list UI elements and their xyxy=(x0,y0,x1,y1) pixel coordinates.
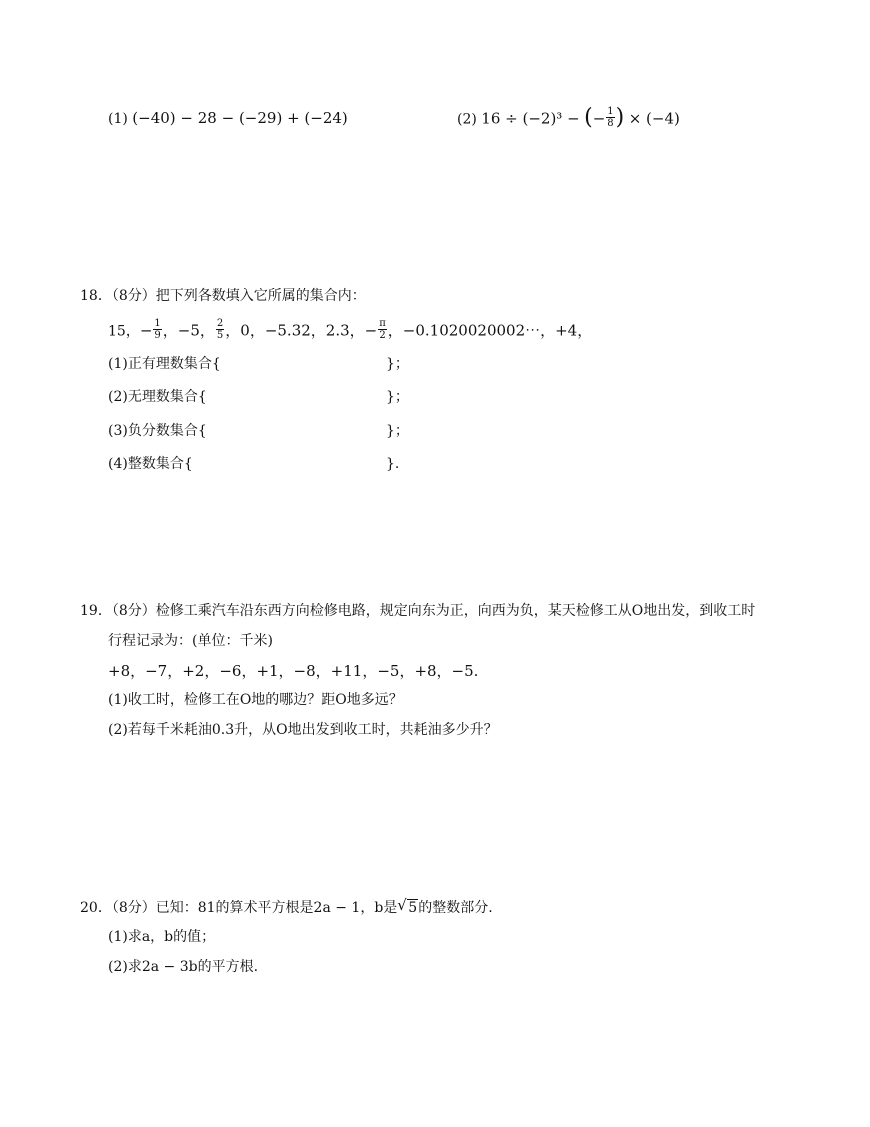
q20-header-b: 的整数部分. xyxy=(418,900,493,916)
q19-line2: 行程记录为：(单位：千米) xyxy=(108,633,273,649)
left-paren: ( xyxy=(584,104,593,130)
q18-n3: ，0，−5.32，2.3，− xyxy=(225,321,378,340)
q17-part2 xyxy=(457,104,680,131)
q18-set-3-label: (3)负分数集合{ xyxy=(108,423,207,439)
fraction-denominator: 2 xyxy=(379,330,386,341)
q19-sub2: (2)若每千米耗油0.3升，从O地出发到收工时，共耗油多少升？ xyxy=(108,722,498,738)
fraction-denominator: 8 xyxy=(607,118,614,129)
fraction-numerator: 1 xyxy=(607,106,614,117)
q20-sub1: (1)求a，b的值； xyxy=(108,929,216,945)
minus-sign: − xyxy=(592,109,606,128)
fraction-numerator: 2 xyxy=(216,318,224,329)
q17-part1 xyxy=(108,108,348,129)
q17-part1-expression: (−40) − 28 − (−29) + (−24) xyxy=(132,109,348,127)
sqrt-symbol xyxy=(397,898,418,918)
q17-fraction xyxy=(606,106,614,129)
q18-set-2-close: }； xyxy=(386,389,409,405)
q20-header-a: 20．（8分）已知：81的算术平方根是2a − 1，b是 xyxy=(80,900,398,916)
q17-part2-expression-a: 16 ÷ (−2)³ − xyxy=(481,109,580,128)
q19-sub1: (1)收工时，检修工在O地的哪边？距O地多远？ xyxy=(108,692,403,708)
q18-set-4-close: }. xyxy=(386,456,400,472)
q18-f1-sign: − xyxy=(139,321,153,340)
q20-header xyxy=(80,898,493,918)
q18-set-4-label: (4)整数集合{ xyxy=(108,456,193,472)
q18-n1: 15， xyxy=(108,323,140,340)
q18-set-1-close: }； xyxy=(386,356,409,372)
q18-set-2-label: (2)无理数集合{ xyxy=(108,389,207,405)
q18-n2: ，−5， xyxy=(162,321,215,340)
q18-fraction-2 xyxy=(216,318,224,341)
q18-header: 18．（8分）把下列各数填入它所属的集合内： xyxy=(80,288,366,304)
q17-part1-label: (1) xyxy=(108,111,128,127)
fraction-numerator: 1 xyxy=(154,318,161,329)
q18-set-1-label: (1)正有理数集合{ xyxy=(108,356,221,372)
sqrt-radicand: 5 xyxy=(408,900,418,916)
q19-records: +8，−7，+2，−6，+1，−8，+11，−5，+8，−5. xyxy=(108,662,479,680)
fraction-denominator: 9 xyxy=(154,330,161,341)
q17-part2-expression-b: × (−4) xyxy=(628,109,680,128)
fraction-denominator: 5 xyxy=(216,330,224,341)
q18-set-3-close: }； xyxy=(386,423,409,439)
q19-header: 19．（8分）检修工乘汽车沿东西方向检修电路，规定向东为正，向西为负，某天检修工从O地出发，到收工时 xyxy=(80,603,756,619)
radical-sign: √ xyxy=(397,896,407,914)
q17-part2-label: (2) xyxy=(457,111,477,128)
q18-fraction-1 xyxy=(153,318,161,341)
q18-fraction-3 xyxy=(378,318,387,341)
q18-number-list xyxy=(108,320,592,343)
fraction-numerator: π xyxy=(379,318,386,329)
right-paren: ) xyxy=(615,104,625,130)
q20-sub2: (2)求2a − 3b的平方根. xyxy=(108,959,259,975)
q18-n4: ，−0.1020020002⋯，+4， xyxy=(387,321,593,340)
